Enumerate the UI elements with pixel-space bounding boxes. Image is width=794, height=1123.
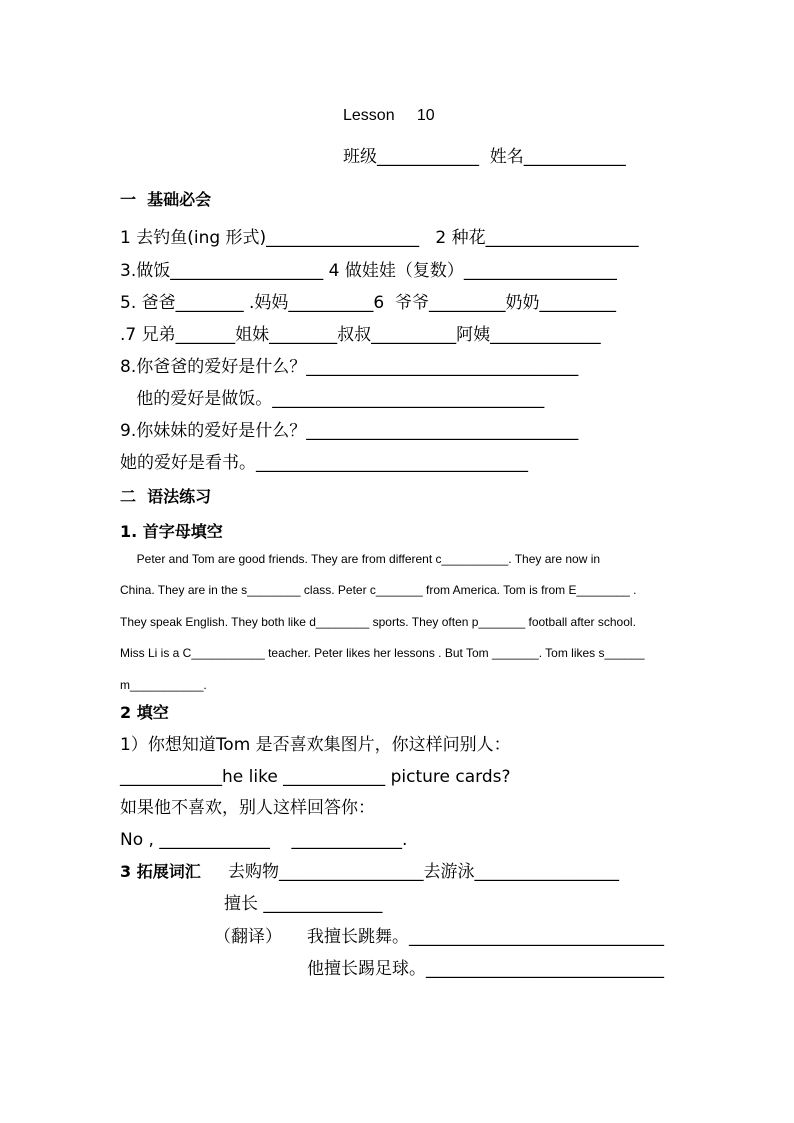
- section1-line: 9.你妹妹的爱好是什么？________________________________: [120, 421, 579, 441]
- section1-line: 5. 爸爸________ .妈妈__________6 爷爷_________奶奶_________: [120, 293, 617, 313]
- lesson-title: Lesson 10: [343, 107, 435, 124]
- sub3-heading: 3 拓展词汇: [120, 862, 201, 881]
- translate-line: 我擅长跳舞。______________________________: [307, 927, 664, 947]
- fill-line: No , _____________ _____________.: [120, 830, 408, 850]
- section1-line: 8.你爸爸的爱好是什么？________________________________: [120, 357, 579, 377]
- translate-line: 他擅长踢足球。____________________________: [307, 959, 664, 979]
- fill-line: ____________he like ____________ picture cards?: [120, 767, 511, 787]
- section1-line: 1 去钓鱼(ing 形式)__________________ 2 种花__________________: [120, 228, 639, 248]
- section1-heading: 一 基础必会: [120, 190, 212, 209]
- translate-label: （翻译）: [214, 927, 282, 947]
- passage-line: m___________.: [120, 678, 207, 692]
- vocab-line: 去购物_________________去游泳_________________: [228, 862, 619, 882]
- passage-line: China. They are in the s________ class. Peter c_______ from America. Tom is from E________ .: [120, 583, 637, 597]
- passage-line: Peter and Tom are good friends. They are from different c__________. They are now in: [120, 552, 601, 566]
- class-name-line: 班级____________ 姓名____________: [343, 147, 626, 167]
- passage-line: Miss Li is a C___________ teacher. Peter likes her lessons . But Tom _______. Tom likes s______: [120, 646, 645, 660]
- section2-heading: 二 语法练习: [120, 487, 212, 506]
- section1-line: .7 兄弟_______姐妹________叔叔__________阿姨_____________: [120, 325, 601, 345]
- good-at-line: 擅长 ______________: [224, 894, 383, 914]
- fill-line: 如果他不喜欢，别人这样回答你：: [120, 798, 375, 818]
- sub2-heading: 2 填空: [120, 703, 169, 722]
- section1-line: 3.做饭__________________ 4 做娃娃（复数）__________________: [120, 261, 617, 281]
- section1-line: 他的爱好是做饭。________________________________: [120, 389, 545, 409]
- sub1-heading: 1. 首字母填空: [120, 522, 223, 541]
- section1-line: 她的爱好是看书。________________________________: [120, 453, 528, 473]
- fill-line: 1）你想知道Tom 是否喜欢集图片，你这样问别人：: [120, 735, 511, 755]
- passage-line: They speak English. They both like d________ sports. They often p_______ football after school.: [120, 615, 636, 629]
